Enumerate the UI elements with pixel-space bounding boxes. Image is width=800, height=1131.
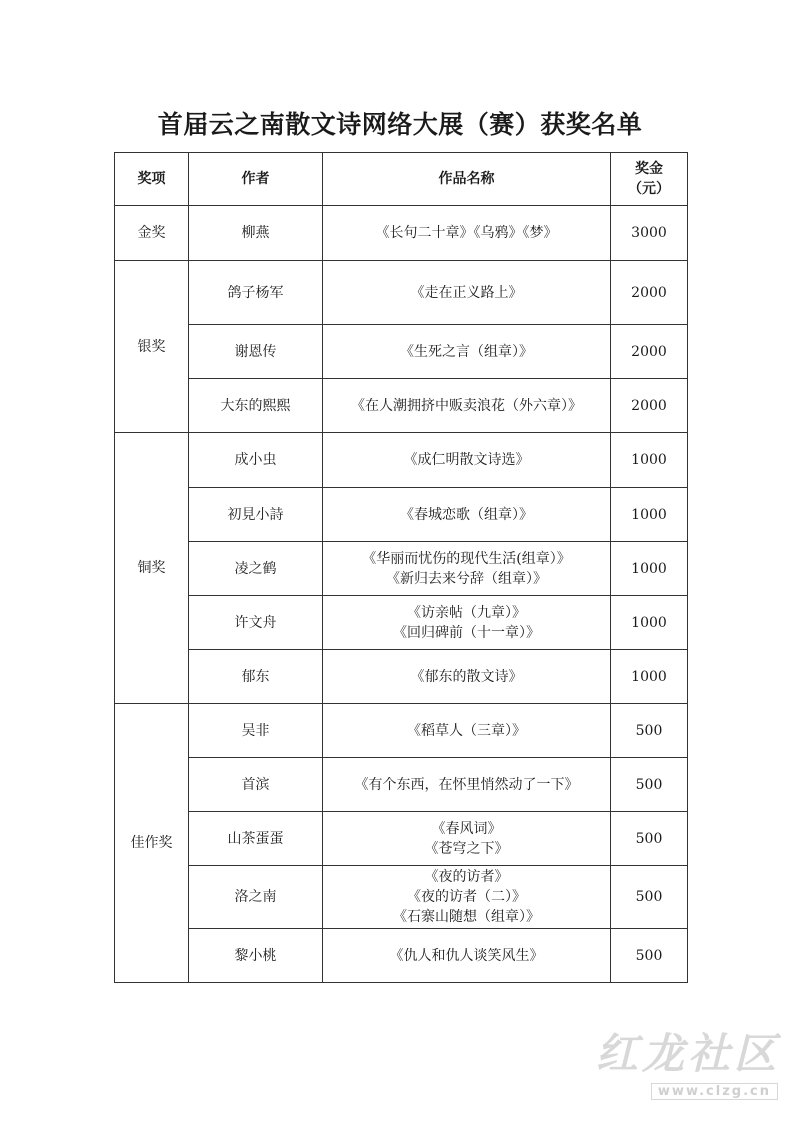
prize-amount-cell: 1000: [611, 650, 688, 704]
table-row: [115, 325, 688, 379]
work-title: 《新归去来兮辞（组章）》: [386, 570, 547, 587]
header-prize-line2: （元）: [628, 181, 670, 197]
table-row: [115, 261, 688, 325]
prize-amount-cell: 1000: [611, 542, 688, 596]
awards-table-body: [115, 206, 688, 983]
work-title: 《访亲帖（九章）》: [407, 604, 526, 621]
work-title-cell: [323, 261, 611, 325]
work-title-cell: [323, 650, 611, 704]
author-cell: 洛之南: [189, 866, 323, 929]
table-row: [115, 379, 688, 433]
table-row: [115, 596, 688, 650]
watermark-logo-text: 红龙社区: [595, 1029, 780, 1078]
table-row: [115, 812, 688, 866]
work-title: 《石寨山随想（组章）》: [393, 909, 540, 925]
prize-amount-cell: 1000: [611, 596, 688, 650]
table-row: [115, 650, 688, 704]
prize-amount-cell: 500: [611, 929, 688, 983]
award-level-cell: 佳作奖: [115, 704, 189, 983]
site-watermark: [595, 1021, 780, 1113]
work-title-cell: [323, 433, 611, 488]
document-title: 首届云之南散文诗网络大展（赛）获奖名单: [157, 110, 643, 139]
prize-amount-cell: 2000: [611, 261, 688, 325]
author-cell: 凌之鹤: [189, 542, 323, 596]
table-row: [115, 758, 688, 812]
award-level-cell: 铜奖: [115, 433, 189, 704]
prize-amount-cell: 500: [611, 758, 688, 812]
prize-amount-cell: 1000: [611, 433, 688, 488]
author-cell: 鸽子杨军: [189, 261, 323, 325]
watermark-url: www.clzg.cn: [651, 1083, 778, 1100]
prize-amount-cell: 500: [611, 704, 688, 758]
table-row: [115, 488, 688, 542]
prize-amount-cell: 500: [611, 812, 688, 866]
work-title: 《夜的访者》: [424, 869, 509, 885]
prize-amount-cell: 2000: [611, 379, 688, 433]
work-title-cell: [323, 866, 611, 929]
author-cell: 柳燕: [189, 206, 323, 261]
awards-table: [114, 152, 688, 983]
work-title: 《郁东的散文诗》: [410, 668, 523, 685]
work-title-cell: [323, 929, 611, 983]
award-level-cell: 金奖: [115, 206, 189, 261]
header-author: 作者: [189, 153, 323, 206]
table-header-row: [115, 153, 688, 206]
author-cell: 谢恩传: [189, 325, 323, 379]
author-cell: 首滨: [189, 758, 323, 812]
prize-amount-cell: 500: [611, 866, 688, 929]
header-award: 奖项: [115, 153, 189, 206]
work-title-cell: [323, 704, 611, 758]
work-title-cell: [323, 379, 611, 433]
work-title-cell: [323, 206, 611, 261]
work-title-cell: [323, 758, 611, 812]
work-title: 《稻草人（三章）》: [407, 722, 526, 739]
header-prize-line1: 奖金: [635, 161, 663, 177]
author-cell: 大东的熙熙: [189, 379, 323, 433]
work-title: 《春城恋歌（组章）》: [400, 506, 533, 523]
work-title: 《仇人和仇人谈笑风生》: [389, 947, 544, 964]
table-row: [115, 433, 688, 488]
header-work: 作品名称: [323, 153, 611, 206]
work-title-cell: [323, 325, 611, 379]
prize-amount-cell: 3000: [611, 206, 688, 261]
table-row: [115, 542, 688, 596]
work-title-cell: [323, 488, 611, 542]
author-cell: 成小虫: [189, 433, 323, 488]
work-title-cell: [323, 596, 611, 650]
prize-amount-cell: 2000: [611, 325, 688, 379]
prize-amount-cell: 1000: [611, 488, 688, 542]
table-row: [115, 206, 688, 261]
author-cell: 许文舟: [189, 596, 323, 650]
work-title: 《成仁明散文诗选》: [403, 452, 530, 468]
work-title: 《夜的访者（二）》: [407, 889, 526, 905]
table-row: [115, 866, 688, 929]
work-title: 《春风词》: [431, 820, 502, 837]
author-cell: 黎小桃: [189, 929, 323, 983]
work-title-cell: [323, 542, 611, 596]
author-cell: 郁东: [189, 650, 323, 704]
work-title: 《长句二十章》《乌鸦》《梦》: [375, 225, 558, 241]
work-title: 《生死之言（组章）》: [400, 343, 533, 360]
work-title: 《苍穹之下》: [424, 840, 509, 857]
work-title: 《华丽而忧伤的现代生活(组章）》: [362, 550, 571, 567]
award-level-cell: 银奖: [115, 261, 189, 433]
table-row: [115, 929, 688, 983]
header-prize: [611, 153, 688, 206]
author-cell: 初見小詩: [189, 488, 323, 542]
table-row: [115, 704, 688, 758]
work-title: 《走在正义路上》: [410, 284, 523, 301]
author-cell: 吴非: [189, 704, 323, 758]
work-title: 《在人潮拥挤中贩卖浪花（外六章）》: [351, 397, 582, 414]
work-title: 《回归碑前（十一章）》: [393, 624, 540, 641]
work-title: 《有个东西，在怀里悄然动了一下》: [354, 776, 579, 793]
work-title-cell: [323, 812, 611, 866]
author-cell: 山茶蛋蛋: [189, 812, 323, 866]
